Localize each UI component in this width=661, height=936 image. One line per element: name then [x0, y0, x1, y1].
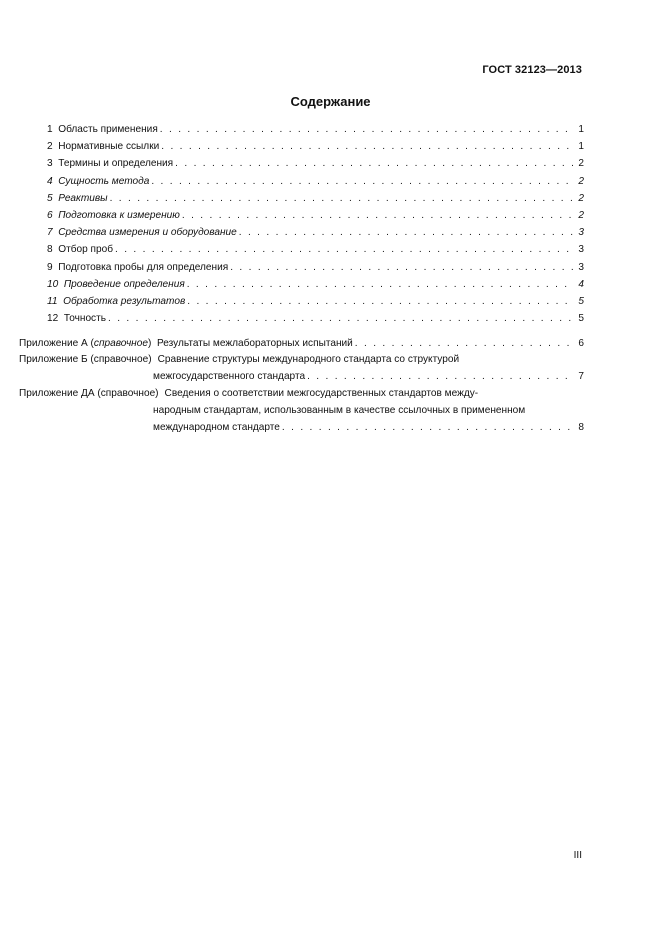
toc-entry-page: 2	[578, 210, 584, 222]
toc-entry-page: 2	[578, 192, 584, 204]
dot-leader	[115, 241, 574, 258]
toc-entry[interactable]	[47, 276, 584, 293]
dot-leader	[239, 224, 574, 241]
toc-entry-number: 9	[47, 261, 53, 273]
toc-entry-page: 1	[578, 141, 584, 153]
dot-leader	[355, 335, 574, 352]
document-code: ГОСТ 32123—2013	[482, 64, 582, 76]
toc-entry-page: 3	[578, 261, 584, 273]
toc-entry-number: 1	[47, 124, 53, 135]
toc-entry-title: Средства измерения и оборудование	[58, 227, 237, 239]
toc-entry-appendix-b[interactable]	[19, 351, 584, 385]
toc-entry[interactable]	[47, 190, 584, 207]
dot-leader	[187, 276, 574, 293]
toc-entry[interactable]	[47, 241, 584, 258]
dot-leader	[282, 419, 574, 436]
appendix-b-line1: Сравнение структуры международного стандарта со структурой	[157, 354, 460, 365]
appendix-b-prefix: Приложение Б (справочное)	[19, 354, 152, 365]
toc-entry-number: 12	[47, 313, 59, 325]
toc-entry-number: 10	[47, 278, 59, 290]
appendix-da-line1: Сведения о соответствии межгосударственных стандартов между-	[164, 388, 479, 399]
toc-entry[interactable]	[47, 173, 584, 190]
toc-entry-title: Точность	[63, 313, 106, 325]
toc-entry-number: 5	[47, 192, 53, 204]
toc-entry[interactable]	[47, 224, 584, 241]
page-number: III	[573, 850, 582, 861]
toc-entry-title: Сущность метода	[58, 175, 150, 187]
toc-entry-title: Подготовка к измерению	[58, 210, 180, 222]
toc-entry-number: 3	[47, 158, 53, 170]
dot-leader	[151, 173, 574, 190]
dot-leader	[307, 368, 574, 385]
appendix-da-line2: народным стандартам, использованным в качестве ссылочных в примененном	[153, 405, 526, 416]
toc-entry-number: 4	[47, 175, 53, 187]
toc-entry[interactable]	[47, 207, 584, 224]
appendix-da-line3: международном стандарте	[153, 422, 280, 433]
appendix-a-kind: справочное	[93, 338, 148, 349]
toc-entry-number: 7	[47, 227, 53, 239]
toc-entry[interactable]	[47, 293, 584, 310]
toc-entry-appendix-a[interactable]	[19, 335, 584, 352]
toc-entry-title: Проведение определения	[63, 278, 185, 290]
appendix-a-suffix: )	[147, 338, 152, 349]
toc-entry-page: 4	[578, 278, 584, 290]
appendix-b-line2: межгосударственного стандарта	[153, 371, 306, 382]
toc-entry[interactable]	[47, 310, 584, 327]
dot-leader	[161, 138, 574, 155]
appendix-a-title: Результаты межлабораторных испытаний	[156, 338, 353, 349]
dot-leader	[110, 190, 574, 207]
toc-entry-title: Обработка результатов	[63, 296, 186, 308]
toc-entry-appendix-da[interactable]	[19, 385, 584, 436]
toc-entry-title: Термины и определения	[58, 158, 174, 170]
appendix-da-prefix: Приложение ДА (справочное)	[19, 388, 159, 399]
toc-entry-page: 2	[578, 175, 584, 187]
toc-title: Содержание	[290, 94, 371, 109]
toc-entry[interactable]	[47, 259, 584, 276]
toc-entry-page: 3	[578, 244, 584, 256]
toc-entry-number: 2	[47, 141, 53, 153]
toc-entry-number: 11	[47, 296, 58, 308]
toc-entry-page: 3	[578, 227, 584, 239]
toc-entry-page: 2	[578, 158, 584, 170]
toc-entry-title: Реактивы	[58, 192, 108, 204]
toc-entry-title: Подготовка пробы для определения	[58, 261, 229, 273]
dot-leader	[230, 259, 574, 276]
dot-leader	[160, 121, 574, 138]
toc-entry-number: 6	[47, 210, 53, 222]
toc-entry[interactable]	[47, 155, 584, 172]
toc-entry-page: 5	[578, 296, 584, 308]
toc-entry-page: 5	[578, 313, 584, 325]
toc-entry-title: Отбор проб	[58, 244, 113, 256]
toc-entry[interactable]	[47, 138, 584, 155]
toc-entry-page: 1	[578, 124, 584, 135]
toc-entry-title: Нормативные ссылки	[58, 141, 160, 153]
appendix-a-prefix: Приложение А (	[19, 338, 94, 349]
appendix-b-page: 7	[578, 371, 584, 382]
appendix-a-page: 6	[578, 338, 584, 349]
dot-leader	[182, 207, 574, 224]
toc-entry-title: Область применения	[58, 124, 158, 135]
toc-entry-number: 8	[47, 244, 53, 256]
appendix-da-page: 8	[578, 422, 584, 433]
table-of-contents	[47, 121, 584, 327]
toc-entry[interactable]	[47, 121, 584, 138]
dot-leader	[175, 155, 574, 172]
dot-leader	[108, 310, 574, 327]
dot-leader	[187, 293, 574, 310]
